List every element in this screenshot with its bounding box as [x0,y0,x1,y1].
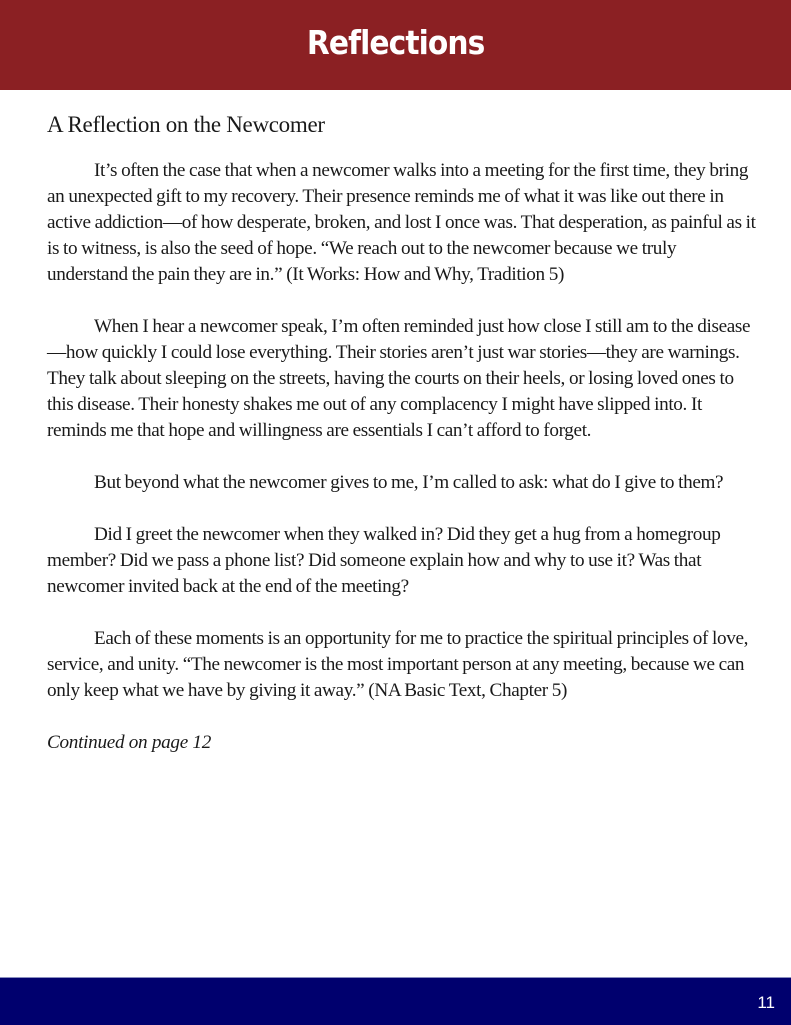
article [47,112,757,756]
header-band [0,0,791,90]
continued-note: Continued on page 12 [47,732,212,753]
footer-band [0,977,791,1025]
paragraph: But beyond what the newcomer gives to me, I’m called to ask: what do I give to them? [94,472,724,493]
article-heading: A Reflection on the Newcomer [47,112,325,137]
paragraph: Did I greet the newcomer when they walked in? Did they get a hug from a homegroup member? Did we pass a phone list? Did someone explain how and why to use it? Was that newcomer invited back at the end of the meeting? [47,524,721,597]
page-number: 11 [757,993,775,1012]
paragraph: When I hear a newcomer speak, I’m often reminded just how close I still am to the disease—how quickly I could lose everything. Their stories aren’t just war stories—they are warnings. They talk about sleeping on the streets, having the courts on their heels, or losing loved ones to this disease. Their honesty shakes me out of any complacency I might have slipped into. It reminds me that hope and willingness are essentials I can’t afford to forget. [47,316,751,441]
page-title: Reflections [306,22,485,62]
paragraph: It’s often the case that when a newcomer walks into a meeting for the first time, they bring an unexpected gift to my recovery. Their presence reminds me of what it was like out there in active addiction—of how desperate, broken, and lost I once was. That desperation, as painful as it is to witness, is also the seed of hope. “We reach out to the newcomer because we truly understand the pain they are in.” (It Works: How and Why, Tradition 5) [47,160,756,285]
paragraph: Each of these moments is an opportunity for me to practice the spiritual principles of love, service, and unity. “The newcomer is the most important person at any meeting, because we can only keep what we have by giving it away.” (NA Basic Text, Chapter 5) [47,628,749,701]
